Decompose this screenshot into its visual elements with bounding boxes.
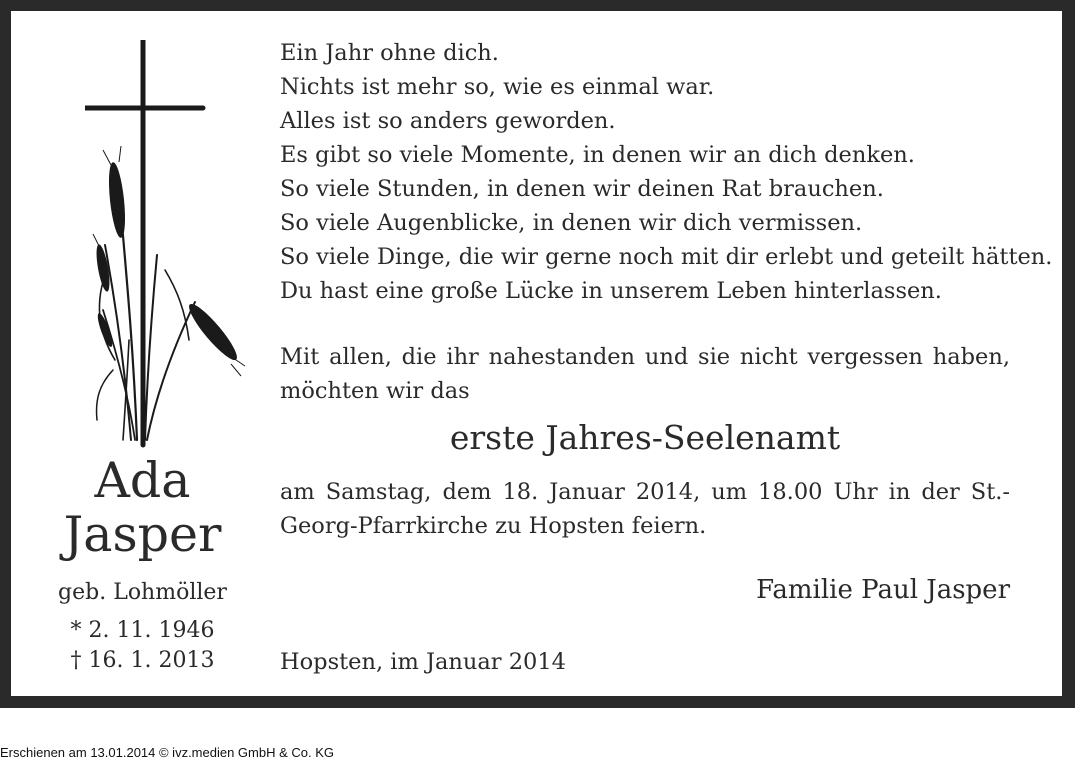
cross-with-wheat-icon	[85, 40, 250, 450]
poem	[280, 36, 1053, 308]
poem-line: So viele Dinge, die wir gerne noch mit dir erlebt und geteilt hätten.	[280, 244, 1053, 270]
poem-line: Alles ist so anders geworden.	[280, 108, 616, 134]
place-date: Hopsten, im Januar 2014	[280, 649, 566, 675]
invitation-intro: Mit allen, die ihr nahestanden und sie nicht vergessen haben, möchten wir das	[280, 344, 1010, 404]
death-date: † 16. 1. 2013	[70, 648, 215, 673]
family-signature: Familie Paul Jasper	[756, 575, 1010, 605]
service-heading: erste Jahres-Seelenamt	[449, 418, 841, 457]
birth-date: * 2. 11. 1946	[70, 618, 215, 643]
maiden-name: geb. Lohmöller	[58, 580, 227, 605]
service-details: am Samstag, dem 18. Januar 2014, um 18.00 Uhr in der St.-Georg-Pfarrkirche zu Hopsten feiern.	[280, 479, 1010, 539]
poem-line: Du hast eine große Lücke in unserem Leben hinterlassen.	[280, 278, 942, 304]
publication-footer: Erschienen am 13.01.2014 © ivz.medien GmbH & Co. KG	[0, 745, 335, 760]
poem-line: Nichts ist mehr so, wie es einmal war.	[280, 74, 715, 100]
poem-line: Es gibt so viele Momente, in denen wir an dich denken.	[280, 142, 915, 168]
poem-line: So viele Augenblicke, in denen wir dich vermissen.	[280, 210, 863, 236]
deceased-last-name: Jasper	[63, 506, 222, 563]
poem-line: Ein Jahr ohne dich.	[280, 40, 499, 66]
deceased-first-name: Ada	[94, 452, 191, 509]
poem-line: So viele Stunden, in denen wir deinen Rat brauchen.	[280, 176, 884, 202]
